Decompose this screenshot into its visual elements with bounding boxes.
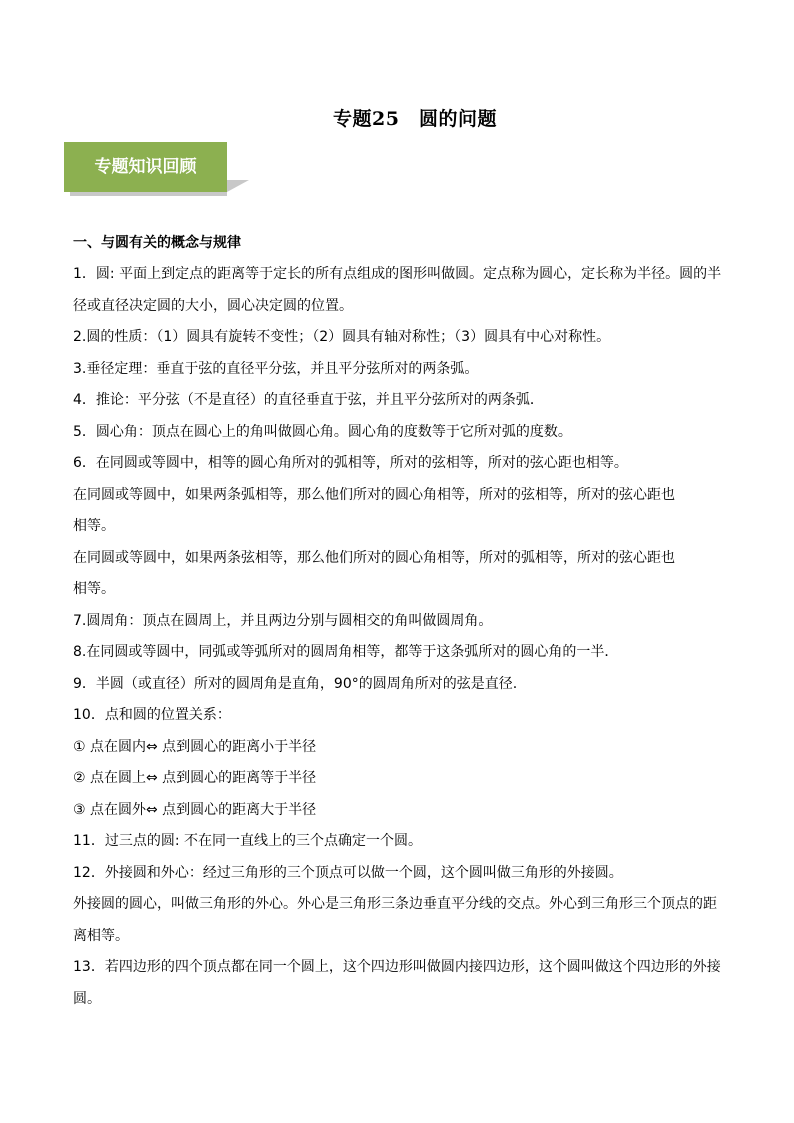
text-line: ① 点在圆内⇔ 点到圆心的距离小于半径	[73, 738, 317, 755]
text-line: 4．推论：平分弦（不是直径）的直径垂直于弦，并且平分弦所对的两条弧．	[73, 392, 544, 408]
document-body	[73, 228, 723, 1015]
text-line: 相等。	[73, 581, 115, 597]
text-line: ② 点在圆上⇔ 点到圆心的距离等于半径	[73, 770, 317, 786]
banner-shadow-corner	[227, 180, 249, 192]
text-line: 11．过三点的圆: 不在同一直线上的三个点确定一个圆。	[73, 833, 422, 849]
text-line: 3.垂径定理：垂直于弦的直径平分弦，并且平分弦所对的两条弧。	[73, 360, 479, 377]
text-line: 8.在同圆或等圆中，同弧或等弧所对的圆周角相等，都等于这条弧所对的圆心角的一半．	[73, 644, 619, 660]
page-title: 专题25 圆的问题	[333, 108, 497, 130]
banner-shadow	[70, 192, 227, 196]
text-line: 9．半圆（或直径）所对的圆周角是直角，90°的圆周角所对的弦是直径.	[73, 675, 518, 692]
text-line: 圆。	[73, 990, 101, 1007]
text-line: 7.圆周角：顶点在圆周上，并且两边分别与圆相交的角叫做圆周角。	[73, 612, 493, 629]
text-line: 径或直径决定圆的大小，圆心决定圆的位置。	[73, 297, 353, 314]
text-line: 12．外接圆和外心：经过三角形的三个顶点可以做一个圆，这个圆叫做三角形的外接圆。	[73, 864, 623, 881]
text-line: 5．圆心角：顶点在圆心上的角叫做圆心角。圆心角的度数等于它所对弧的度数。	[73, 423, 572, 440]
text-line: 6．在同圆或等圆中，相等的圆心角所对的弧相等，所对的弦相等，所对的弦心距也相等。	[73, 455, 628, 471]
text-line: 2.圆的性质：（1）圆具有旋转不变性；（2）圆具有轴对称性；（3）圆具有中心对称性。	[73, 329, 611, 345]
text-line: ③ 点在圆外⇔ 点到圆心的距离大于半径	[73, 801, 317, 818]
section-heading: 一、与圆有关的概念与规律	[73, 235, 241, 251]
section-banner: 专题知识回顾	[64, 142, 227, 192]
text-line: 10．点和圆的位置关系：	[73, 707, 231, 723]
text-line: 外接圆的圆心，叫做三角形的外心。外心是三角形三条边垂直平分线的交点。外心到三角形三个顶点的距	[73, 896, 717, 912]
text-line: 在同圆或等圆中，如果两条弧相等，那么他们所对的圆心角相等，所对的弦相等，所对的弦心距也	[73, 486, 675, 503]
text-line: 离相等。	[73, 927, 129, 944]
text-line: 在同圆或等圆中，如果两条弦相等，那么他们所对的圆心角相等，所对的弧相等，所对的弦心距也	[73, 549, 675, 566]
text-line: 13．若四边形的四个顶点都在同一个圆上，这个四边形叫做圆内接四边形，这个圆叫做这个四边形的外接	[73, 959, 721, 975]
text-line: 相等。	[73, 518, 115, 534]
text-line: 1．圆: 平面上到定点的距离等于定长的所有点组成的图形叫做圆。定点称为圆心，定长称为半径。圆的半	[73, 266, 722, 282]
